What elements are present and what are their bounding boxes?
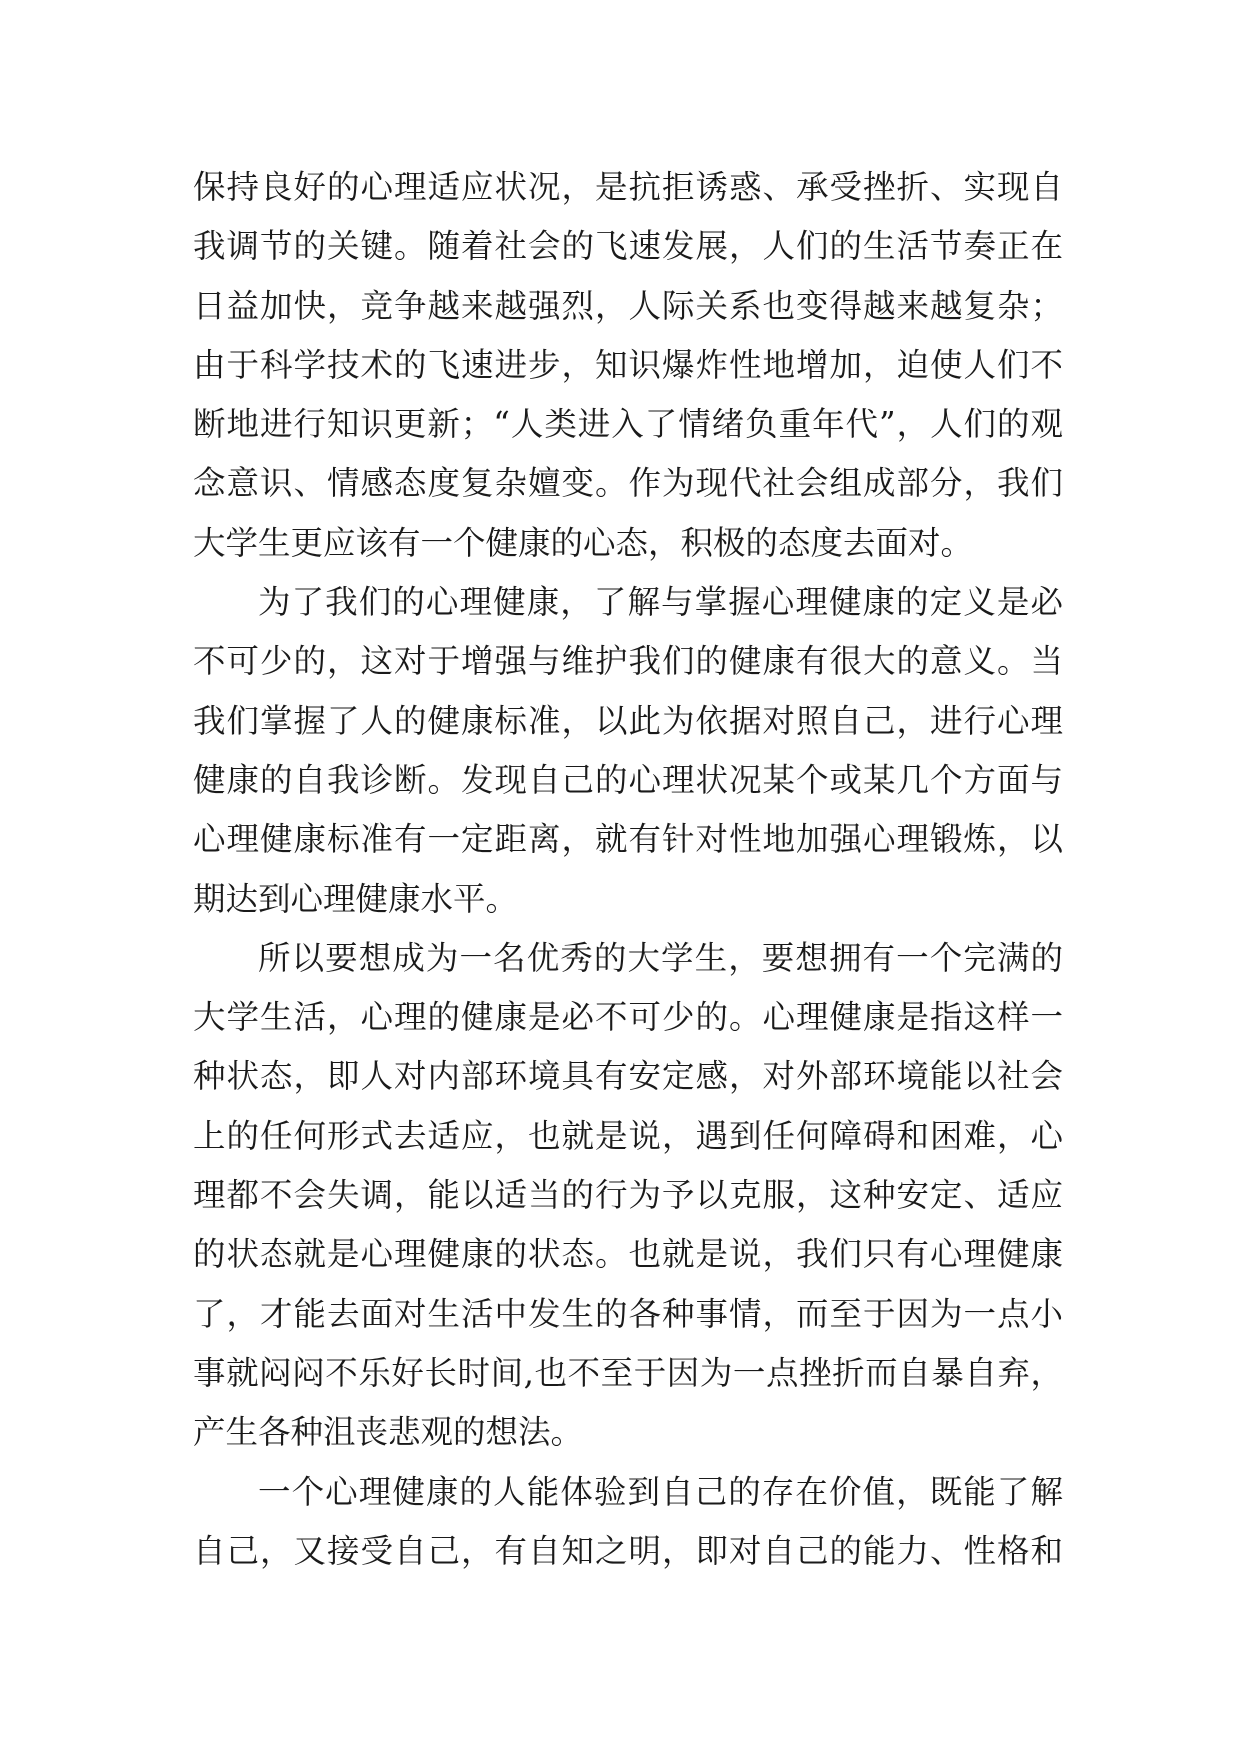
text-line: 健康的自我诊断。发现自己的心理状况某个或某几个方面与: [193, 760, 1063, 799]
text-line: 种状态，即人对内部环境具有安定感，对外部环境能以社会: [193, 1057, 1063, 1096]
paragraph-first-line: 为了我们的心理健康，了解与掌握心理健康的定义是必: [258, 583, 1063, 622]
text-line: 了，才能去面对生活中发生的各种事情，而至于因为一点小: [193, 1294, 1063, 1333]
text-line: 大学生活，心理的健康是必不可少的。心理健康是指这样一: [193, 998, 1063, 1037]
text-line: 我们掌握了人的健康标准，以此为依据对照自己，进行心理: [193, 701, 1063, 740]
text-line: 断地进行知识更新；“人类进入了情绪负重年代”，人们的观: [193, 405, 1063, 444]
text-line: 大学生更应该有一个健康的心态，积极的态度去面对。: [193, 523, 974, 562]
text-line: 由于科学技术的飞速进步，知识爆炸性地增加，迫使人们不: [193, 345, 1063, 384]
text-line: 事就闷闷不乐好长时间,也不至于因为一点挫折而自暴自弃，: [193, 1353, 1063, 1392]
text-line: 日益加快，竞争越来越强烈，人际关系也变得越来越复杂；: [193, 286, 1063, 325]
text-line: 不可少的，这对于增强与维护我们的健康有很大的意义。当: [193, 642, 1063, 681]
paragraph-first-line: 一个心理健康的人能体验到自己的存在价值，既能了解: [258, 1472, 1063, 1511]
text-line: 心理健康标准有一定距离，就有针对性地加强心理锻炼，以: [193, 820, 1063, 859]
paragraph-first-line: 所以要想成为一名优秀的大学生，要想拥有一个完满的: [258, 938, 1063, 977]
body-text: [193, 158, 1063, 1581]
text-line: 自己，又接受自己，有自知之明，即对自己的能力、性格和: [193, 1531, 1063, 1570]
text-line: 产生各种沮丧悲观的想法。: [193, 1413, 584, 1452]
text-line: 我调节的关键。随着社会的飞速发展，人们的生活节奏正在: [193, 227, 1063, 266]
text-line: 理都不会失调，能以适当的行为予以克服，这种安定、适应: [193, 1176, 1063, 1215]
text-line: 保持良好的心理适应状况，是抗拒诱惑、承受挫折、实现自: [193, 168, 1063, 206]
text-line: 的状态就是心理健康的状态。也就是说，我们只有心理健康: [193, 1235, 1063, 1274]
text-line: 上的任何形式去适应，也就是说，遇到任何障碍和困难，心: [193, 1116, 1063, 1155]
text-line: 念意识、情感态度复杂嬗变。作为现代社会组成部分，我们: [193, 464, 1063, 503]
text-line: 期达到心理健康水平。: [193, 879, 519, 918]
